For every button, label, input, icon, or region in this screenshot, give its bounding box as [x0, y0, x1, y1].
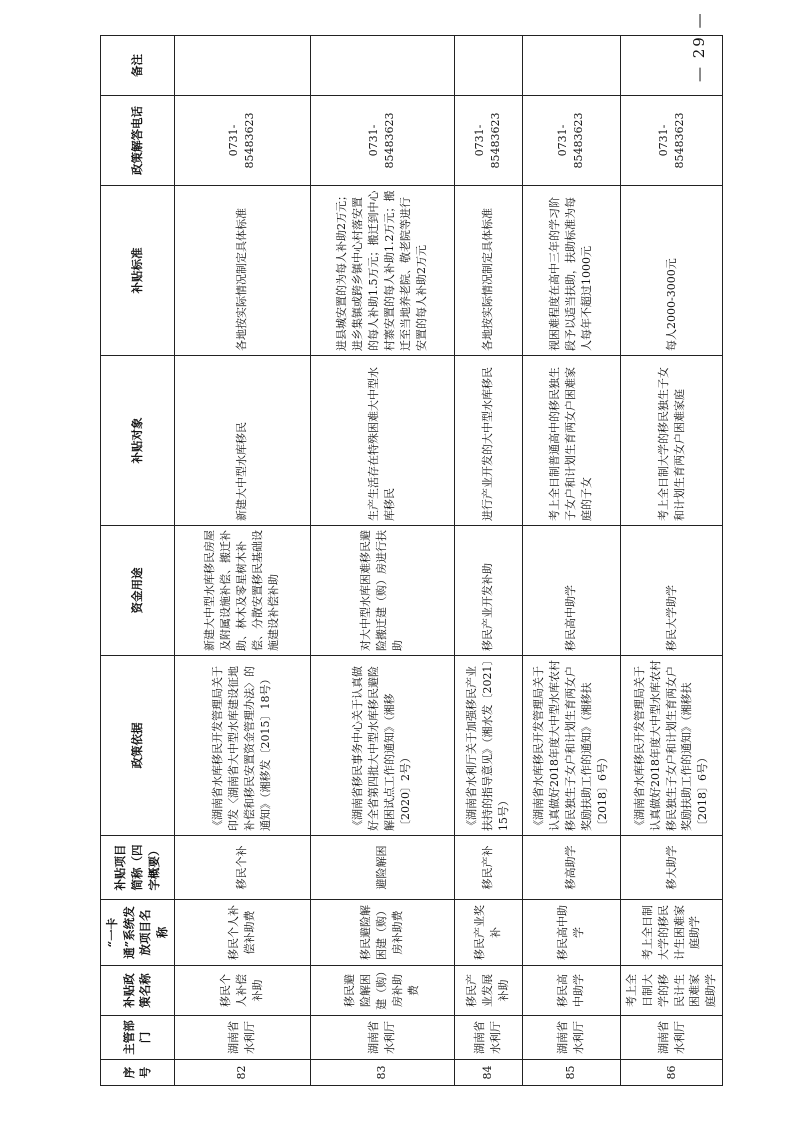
cell-policy-name: 移民个人补偿补助: [174, 966, 310, 1016]
header-phone: 政策解答电话: [101, 96, 175, 186]
cell-card-name: 考上全日制大学的移民计生困难家庭助学: [620, 900, 723, 966]
header-row: [101, 36, 175, 1086]
cell-abbr: 避险解困: [310, 836, 454, 900]
cell-seq: 84: [454, 1060, 522, 1086]
header-dept: 主管部门: [101, 1016, 175, 1060]
cell-dept: 湖南省水利厅: [174, 1016, 310, 1060]
cell-target: 考上全日制大学的移民独生子女和计划生育两女户困难家庭: [620, 356, 723, 526]
cell-dept: 湖南省水利厅: [454, 1016, 522, 1060]
table-row: [310, 36, 454, 1086]
cell-basis: 《湖南省水库移民开发管理局关于印发〈湖南省大中型水库建设征地补偿和移民安置资金管理办法〉的通知》（湘移发〔2015〕18号）: [174, 656, 310, 836]
header-abbr: 补贴项目简称（四字概要）: [101, 836, 175, 900]
cell-standard: 视困难程度在高中三年的学习阶段予以适当扶助，扶助标准为每人每年不超过1000元: [522, 186, 620, 356]
cell-dept: 湖南省水利厅: [310, 1016, 454, 1060]
table-row: [620, 36, 723, 1086]
table-row: [174, 36, 310, 1086]
header-basis: 政策依据: [101, 656, 175, 836]
cell-remark: [454, 36, 522, 96]
cell-abbr: 移民产补: [454, 836, 522, 900]
cell-remark: [174, 36, 310, 96]
cell-remark: [522, 36, 620, 96]
cell-standard: 各地按实际情况制定具体标准: [174, 186, 310, 356]
cell-policy-name: 考上全日制大学的移民计生困难家庭助学: [620, 966, 723, 1016]
cell-target: 生产生活存在特殊困难大中型水库移民: [310, 356, 454, 526]
cell-policy-name: 移民高中助学: [522, 966, 620, 1016]
cell-basis: 《湖南省移民事务中心关于认真做好全省第四批大中型水库移民避险解困试点工作的通知》（湘移〔2020〕2号）: [310, 656, 454, 836]
cell-usage: 对大中型水库困难移民避险搬迁建（购）房进行扶助: [310, 526, 454, 656]
cell-standard: 各地按实际情况制定具体标准: [454, 186, 522, 356]
table-row: [522, 36, 620, 1086]
cell-remark: [310, 36, 454, 96]
cell-seq: 82: [174, 1060, 310, 1086]
page-number: — 29 —: [690, 11, 708, 82]
header-remark: 备注: [101, 36, 175, 96]
cell-phone: 0731-85483623: [454, 96, 522, 186]
cell-seq: 85: [522, 1060, 620, 1086]
header-card-name: “一卡通”系统发放项目名称: [101, 900, 175, 966]
cell-phone: 0731-85483623: [522, 96, 620, 186]
cell-standard: 每人2000-3000元: [620, 186, 723, 356]
header-target: 补贴对象: [101, 356, 175, 526]
cell-phone: 0731-85483623: [620, 96, 723, 186]
header-standard: 补贴标准: [101, 186, 175, 356]
cell-basis: 《湖南省水库移民开发管理局关于认真做好2018年度大中型水库农村移民独生子女户和计划生育两女户奖励扶助工作的通知》（湘移扶〔2018〕6号）: [522, 656, 620, 836]
cell-card-name: 移民产业奖补: [454, 900, 522, 966]
cell-target: 进行产业开发的大中型水库移民: [454, 356, 522, 526]
cell-abbr: 移大助学: [620, 836, 723, 900]
cell-abbr: 移民个补: [174, 836, 310, 900]
cell-target: 考上全日制普通高中的移民独生子女户和计划生育两女户困难家庭的子女: [522, 356, 620, 526]
cell-policy-name: 移民产业发展补助: [454, 966, 522, 1016]
cell-seq: 86: [620, 1060, 723, 1086]
cell-usage: 移民高中助学: [522, 526, 620, 656]
cell-basis: 《湖南省水利厅关于加强移民产业扶持的指导意见》（湘水发〔2021〕15号）: [454, 656, 522, 836]
cell-usage: 移民产业开发补助: [454, 526, 522, 656]
cell-card-name: 移民避险解困建（购）房补助费: [310, 900, 454, 966]
cell-dept: 湖南省水利厅: [522, 1016, 620, 1060]
header-policy-name: 补贴政策名称: [101, 966, 175, 1016]
cell-dept: 湖南省水利厅: [620, 1016, 723, 1060]
cell-standard: 进县城安置的为每人补助2万元；进乡集镇或跨乡镇中心村落安置的每人补助1.5万元；搬迁到中心村寨安置的每人补助1.2万元；搬迁至当地养老院、敬老院等进行安置的每人补助2万元: [310, 186, 454, 356]
cell-phone: 0731-85483623: [174, 96, 310, 186]
cell-seq: 83: [310, 1060, 454, 1086]
header-seq: 序号: [101, 1060, 175, 1086]
cell-usage: 新建大中型水库移民房屋及附属设施补偿、搬迁补助、林木及零星树木补偿、分散安置移民基础设施建设补偿补助: [174, 526, 310, 656]
cell-abbr: 移高助学: [522, 836, 620, 900]
header-usage: 资金用途: [101, 526, 175, 656]
cell-card-name: 移民高中助学: [522, 900, 620, 966]
cell-phone: 0731-85483623: [310, 96, 454, 186]
cell-target: 新建大中型水库移民: [174, 356, 310, 526]
cell-usage: 移民大学助学: [620, 526, 723, 656]
cell-policy-name: 移民避险解困建（购）房补助费: [310, 966, 454, 1016]
cell-basis: 《湖南省水库移民开发管理局关于认真做好2018年度大中型水库农村移民独生子女户和计划生育两女户奖励扶助工作的通知》（湘移扶〔2018〕6号）: [620, 656, 723, 836]
cell-card-name: 移民个人补偿补助费: [174, 900, 310, 966]
table-row: [454, 36, 522, 1086]
subsidy-policy-table: [100, 35, 723, 1086]
